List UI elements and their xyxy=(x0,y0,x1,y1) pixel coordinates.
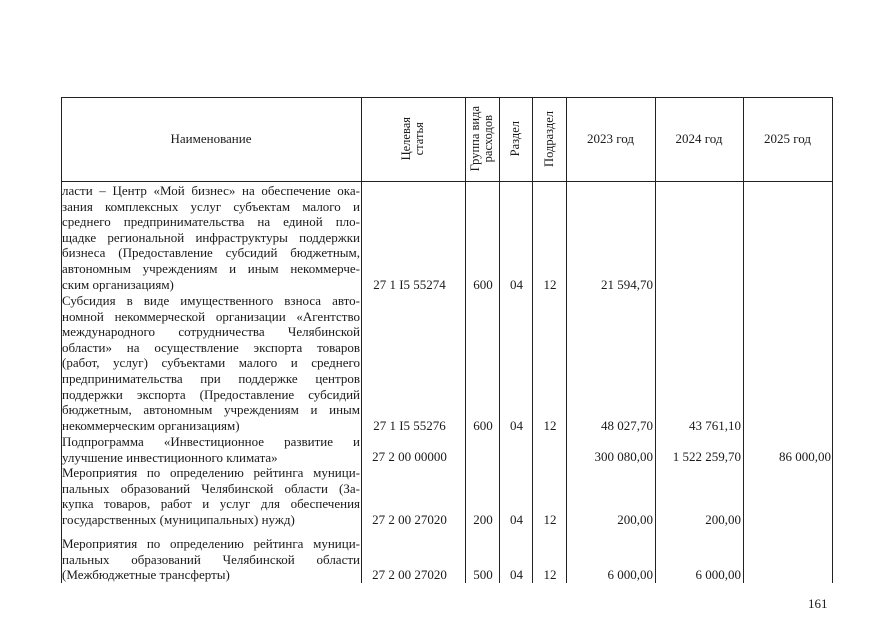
row-group: 600 xyxy=(473,418,493,433)
header-target-article: Целевая статья xyxy=(399,117,426,161)
row-code: 27 1 I5 55276 xyxy=(373,418,446,433)
row-subsection: 12 xyxy=(543,277,557,292)
page-number: 161 xyxy=(808,596,828,611)
budget-table xyxy=(61,97,833,583)
header-year-2023: 2023 год xyxy=(587,131,634,146)
row-subsection: 12 xyxy=(543,418,557,433)
header-year-2025: 2025 год xyxy=(764,131,811,146)
row-name: Мероприятия по определению рейтинга муници- пальных образований Челябинской области (За- купка товаров, работ и услуг для обеспечения государственных (муниципальных) нужд) xyxy=(62,465,360,527)
row-2024: 200,00 xyxy=(705,512,741,527)
row-2023: 21 594,70 xyxy=(601,277,653,292)
row-group: 500 xyxy=(473,567,493,582)
row-code: 27 1 I5 55274 xyxy=(373,277,446,292)
row-section: 04 xyxy=(510,512,523,527)
row-section: 04 xyxy=(510,567,523,582)
row-2023: 300 080,00 xyxy=(594,449,653,464)
row-2023: 200,00 xyxy=(617,512,653,527)
row-group: 600 xyxy=(473,277,493,292)
row-name: ласти – Центр «Мой бизнес» на обеспечение ока- зания комплексных услуг субъектам малого и среднего предпринимательства на единой пло- щадке региональной инфраструктуры поддержки бизнеса (Предоставление субсидий бюджетным, автономным учреждениям и иным некоммерче- ским организациям) xyxy=(62,183,360,292)
header-year-2024: 2024 год xyxy=(675,131,723,146)
row-2024: 43 761,10 xyxy=(689,418,741,433)
header-section: Раздел xyxy=(508,121,522,157)
row-2025: 86 000,00 xyxy=(779,449,831,464)
header-bottom-border xyxy=(61,181,833,182)
row-name: Мероприятия по определению рейтинга муници- пальных образований Челябинской области (Межбюджетные трансферты) xyxy=(62,536,360,583)
row-2024: 6 000,00 xyxy=(695,567,741,582)
row-subsection: 12 xyxy=(543,512,557,527)
col-border xyxy=(832,97,833,583)
row-code: 27 2 00 27020 xyxy=(372,512,447,527)
row-name: Подпрограмма «Инвестиционное развитие и улучшение инвестиционного климата» xyxy=(62,434,360,465)
row-code: 27 2 00 00000 xyxy=(372,449,447,464)
row-code: 27 2 00 27020 xyxy=(372,567,447,582)
row-section: 04 xyxy=(510,277,523,292)
row-2024: 1 522 259,70 xyxy=(672,449,741,464)
header-name: Наименование xyxy=(170,131,252,146)
header-subsection: Подраздел xyxy=(541,111,556,167)
row-name: Субсидия в виде имущественного взноса авто- номной некоммерческой организации «Агентство международного сотрудничества Челябинской области» на осуществление экспорта товаров (работ, услуг) субъектами малого и среднего предпринимательства при поддержке центров поддержки экспорта (Предоставление субсидий бюджетным, автономным учреждениям и иным некоммерческим организациям) xyxy=(62,293,360,433)
row-section: 04 xyxy=(510,418,523,433)
row-2023: 6 000,00 xyxy=(607,567,653,582)
row-2023: 48 027,70 xyxy=(601,418,653,433)
row-subsection: 12 xyxy=(543,567,557,582)
row-group: 200 xyxy=(473,512,493,527)
header-expense-group: Группа вида расходов xyxy=(468,106,495,172)
